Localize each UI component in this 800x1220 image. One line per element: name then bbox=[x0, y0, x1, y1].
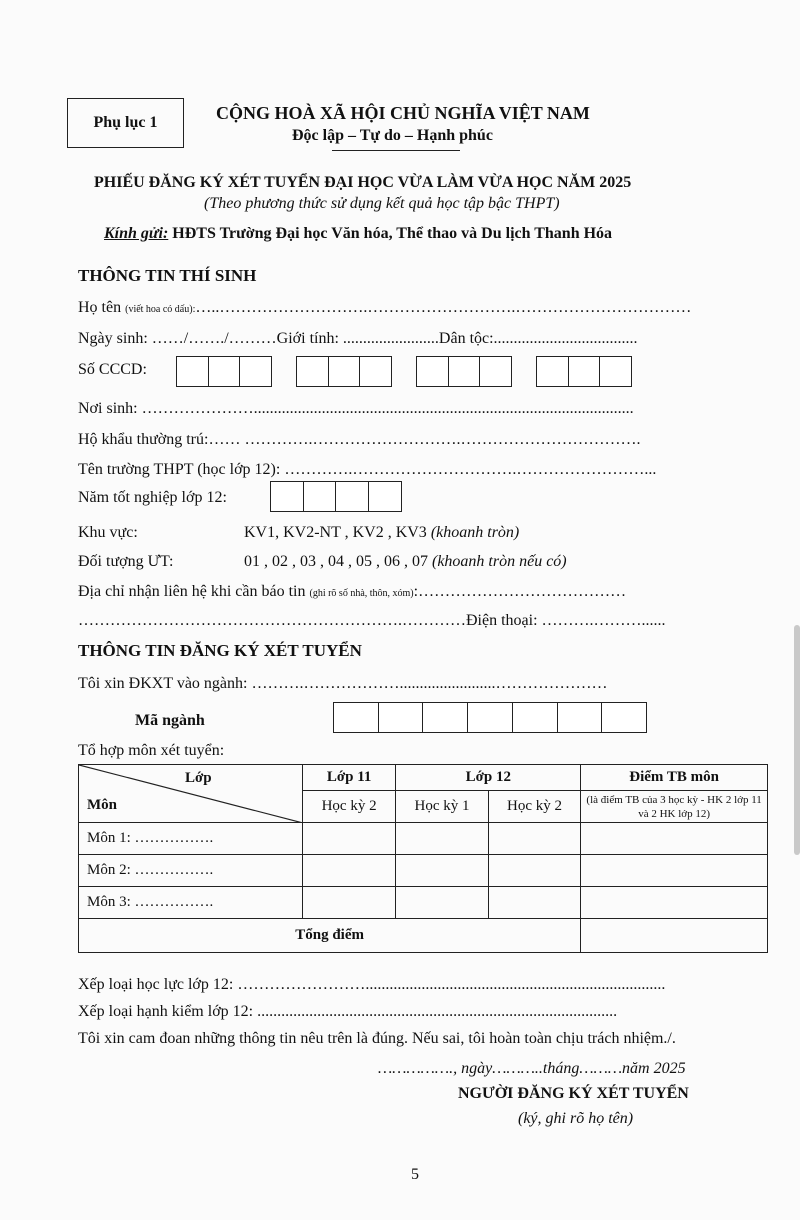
avg-note: (là điểm TB của 3 học kỳ - HK 2 lớp 11 và 2 HK lớp 12) bbox=[581, 791, 768, 823]
name-field[interactable] bbox=[78, 299, 691, 317]
score-cell[interactable] bbox=[396, 887, 488, 919]
corner-cell bbox=[79, 765, 303, 823]
cccd-digit-box[interactable] bbox=[416, 356, 449, 387]
region-note: (khoanh tròn) bbox=[430, 524, 520, 541]
phone-line[interactable]: …………………………………………………….…………Điện thoại: ……….………...... bbox=[78, 612, 666, 629]
address-label: Địa chỉ nhận liên hệ khi cần báo tin bbox=[78, 583, 306, 600]
candidate-heading: THÔNG TIN THÍ SINH bbox=[78, 266, 257, 285]
recipient-name: HĐTS Trường Đại học Văn hóa, Thể thao và Du lịch Thanh Hóa bbox=[172, 225, 613, 242]
total-label: Tổng điểm bbox=[79, 919, 581, 953]
score-cell[interactable] bbox=[581, 887, 768, 919]
score-cell[interactable] bbox=[302, 823, 395, 855]
score-cell[interactable] bbox=[396, 823, 488, 855]
recipient-line bbox=[104, 225, 612, 243]
signer-title: NGƯỜI ĐĂNG KÝ XÉT TUYỂN bbox=[458, 1085, 689, 1102]
grad-year-digit-box[interactable] bbox=[368, 481, 402, 512]
corner-top-label: Lớp bbox=[185, 770, 212, 786]
appendix-box bbox=[67, 98, 184, 148]
form-title: PHIẾU ĐĂNG KÝ XÉT TUYỂN ĐẠI HỌC VỪA LÀM VỪA HỌC NĂM 2025 bbox=[94, 174, 632, 191]
grad-year-digit-box[interactable] bbox=[303, 481, 337, 512]
avg-header: Điểm TB môn bbox=[581, 765, 768, 791]
cccd-digit-box[interactable] bbox=[536, 356, 569, 387]
grad-year-digit-box[interactable] bbox=[270, 481, 304, 512]
cccd-digit-box[interactable] bbox=[328, 356, 361, 387]
score-cell[interactable] bbox=[396, 855, 488, 887]
date-line[interactable]: ……………., ngày………..tháng………năm 2025 bbox=[378, 1060, 686, 1077]
subject-row-label: Môn 2: ……………. bbox=[79, 855, 303, 887]
cccd-digit-box[interactable] bbox=[448, 356, 481, 387]
address-dots: :………………………………… bbox=[413, 583, 627, 600]
major-code-boxes[interactable] bbox=[333, 702, 647, 733]
score-cell[interactable] bbox=[581, 823, 768, 855]
motto: Độc lập – Tự do – Hạnh phúc bbox=[292, 127, 493, 144]
declaration: Tôi xin cam đoan những thông tin nêu trên là đúng. Nếu sai, tôi hoàn toàn chịu trách nhiệm./. bbox=[78, 1030, 676, 1047]
cccd-group-4[interactable] bbox=[536, 356, 632, 387]
combo-label: Tổ hợp môn xét tuyển: bbox=[78, 742, 225, 759]
form-subtitle: (Theo phương thức sử dụng kết quả học tập bậc THPT) bbox=[204, 195, 560, 212]
nation-title: CỘNG HOÀ XÃ HỘI CHỦ NGHĨA VIỆT NAM bbox=[216, 103, 590, 123]
cccd-group-3[interactable] bbox=[416, 356, 512, 387]
grade12-header: Lớp 12 bbox=[396, 765, 581, 791]
sem-header: Học kỳ 2 bbox=[488, 791, 580, 823]
scrollbar[interactable] bbox=[794, 625, 800, 855]
major-code-digit-box[interactable] bbox=[557, 702, 603, 733]
score-cell[interactable] bbox=[488, 855, 580, 887]
total-score-cell[interactable] bbox=[581, 919, 768, 953]
academic-rank-line[interactable]: Xếp loại học lực lớp 12: ……………………........................................................................... bbox=[78, 976, 666, 993]
cccd-label: Số CCCD: bbox=[78, 361, 147, 378]
score-cell[interactable] bbox=[581, 855, 768, 887]
cccd-digit-box[interactable] bbox=[239, 356, 272, 387]
priority-values[interactable]: 01 , 02 , 03 , 04 , 05 , 06 , 07 bbox=[244, 553, 428, 570]
score-cell[interactable] bbox=[488, 887, 580, 919]
cccd-digit-box[interactable] bbox=[176, 356, 209, 387]
conduct-rank-line[interactable]: Xếp loại hạnh kiểm lớp 12: .......................................................................................... bbox=[78, 1003, 618, 1020]
dob-gender-ethnic-line[interactable]: Ngày sinh: ……/……./………Giới tính: ........................Dân tộc:.................................... bbox=[78, 330, 638, 347]
birthplace-line[interactable]: Nơi sinh: …………………............................................................................................... bbox=[78, 400, 634, 417]
cccd-digit-box[interactable] bbox=[359, 356, 392, 387]
cccd-digit-box[interactable] bbox=[208, 356, 241, 387]
region-values[interactable]: KV1, KV2-NT , KV2 , KV3 bbox=[244, 524, 427, 541]
school-line[interactable]: Tên trường THPT (học lớp 12): ………….………………………….……………………... bbox=[78, 461, 657, 478]
registration-heading: THÔNG TIN ĐĂNG KÝ XÉT TUYỂN bbox=[78, 641, 362, 660]
cccd-digit-box[interactable] bbox=[568, 356, 601, 387]
grad-year-boxes[interactable] bbox=[270, 481, 402, 512]
priority-note: (khoanh tròn nếu có) bbox=[432, 553, 567, 570]
major-code-digit-box[interactable] bbox=[467, 702, 513, 733]
subject-row-label: Môn 1: ……………. bbox=[79, 823, 303, 855]
grad-year-label: Năm tốt nghiệp lớp 12: bbox=[78, 489, 227, 506]
subject-row-label: Môn 3: ……………. bbox=[79, 887, 303, 919]
page-number: 5 bbox=[411, 1166, 419, 1183]
cccd-digit-box[interactable] bbox=[479, 356, 512, 387]
score-cell[interactable] bbox=[302, 887, 395, 919]
grade11-header: Lớp 11 bbox=[302, 765, 395, 791]
cccd-digit-box[interactable] bbox=[296, 356, 329, 387]
cccd-group-2[interactable] bbox=[296, 356, 392, 387]
major-code-digit-box[interactable] bbox=[422, 702, 468, 733]
score-cell[interactable] bbox=[488, 823, 580, 855]
score-cell[interactable] bbox=[302, 855, 395, 887]
major-code-digit-box[interactable] bbox=[378, 702, 424, 733]
address-note: (ghi rõ số nhà, thôn, xóm) bbox=[309, 588, 414, 599]
priority-label: Đối tượng ƯT: bbox=[78, 553, 174, 570]
major-code-digit-box[interactable] bbox=[333, 702, 379, 733]
sem-header: Học kỳ 1 bbox=[396, 791, 488, 823]
region-options[interactable] bbox=[244, 524, 519, 542]
major-line[interactable]: Tôi xin ĐKXT vào ngành: ……….………………........................………………… bbox=[78, 675, 608, 692]
major-code-digit-box[interactable] bbox=[601, 702, 647, 733]
appendix-label: Phụ lục 1 bbox=[93, 114, 158, 131]
signer-note: (ký, ghi rõ họ tên) bbox=[518, 1110, 634, 1127]
address-field[interactable] bbox=[78, 583, 626, 601]
major-code-digit-box[interactable] bbox=[512, 702, 558, 733]
name-label: Họ tên bbox=[78, 299, 122, 316]
major-code-label: Mã ngành bbox=[135, 712, 205, 729]
name-note: (viết hoa có dấu): bbox=[125, 304, 196, 315]
score-table bbox=[78, 764, 768, 953]
name-dots: …..……………………….……………………….…………………………… bbox=[195, 299, 692, 316]
region-label: Khu vực: bbox=[78, 524, 138, 541]
recipient-label: Kính gửi: bbox=[104, 225, 169, 242]
residence-line[interactable]: Hộ khẩu thường trú:…… ………….……………………….……………………………. bbox=[78, 431, 641, 448]
corner-bottom-label: Môn bbox=[87, 797, 117, 813]
grad-year-digit-box[interactable] bbox=[335, 481, 369, 512]
motto-underline bbox=[332, 150, 460, 151]
cccd-group-1[interactable] bbox=[176, 356, 272, 387]
sem-header: Học kỳ 2 bbox=[302, 791, 395, 823]
priority-options[interactable] bbox=[244, 553, 567, 571]
cccd-digit-box[interactable] bbox=[599, 356, 632, 387]
